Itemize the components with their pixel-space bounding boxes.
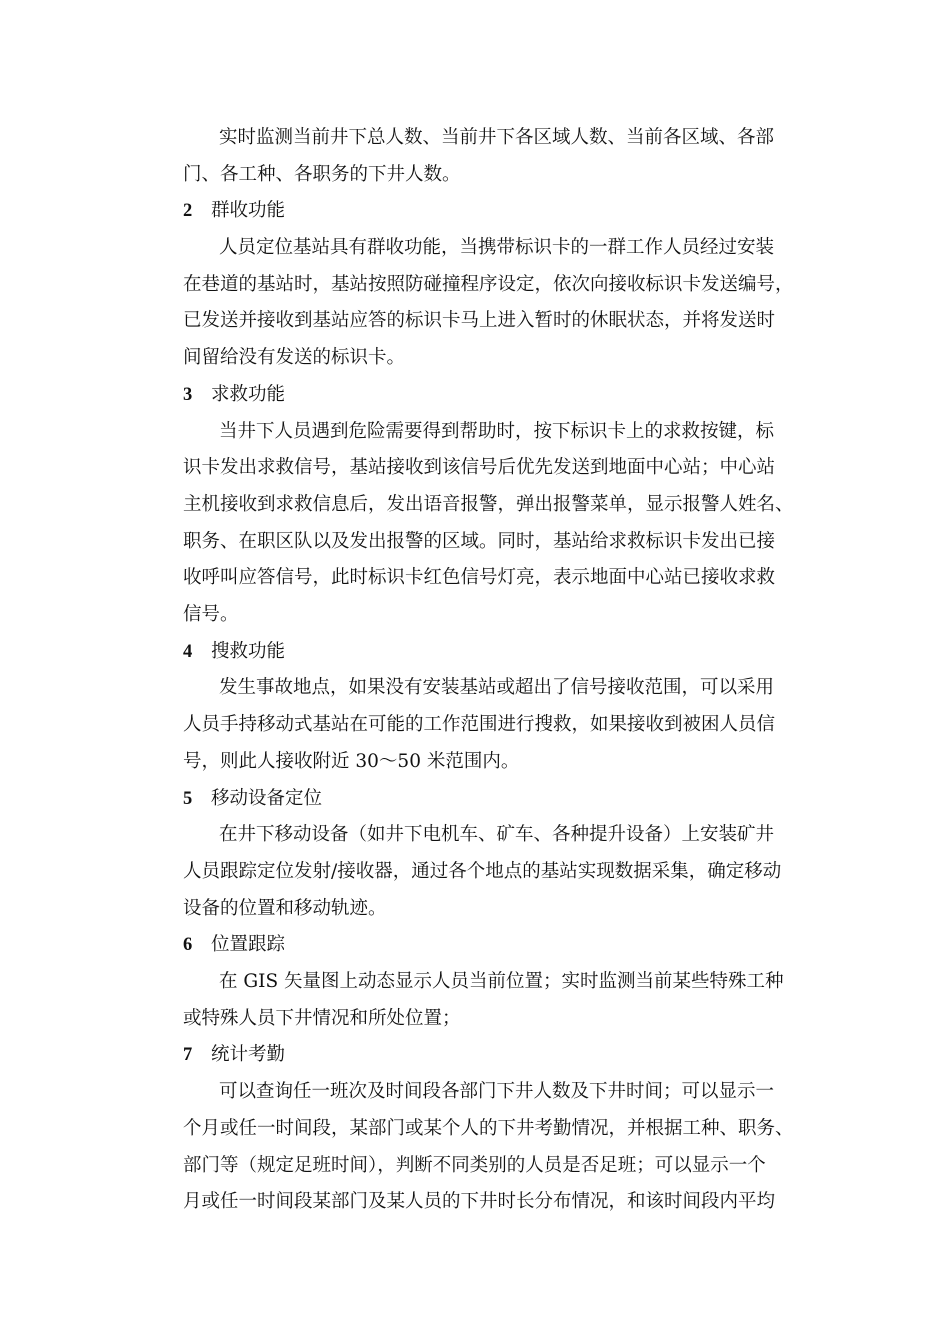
paragraph-line: 收呼叫应答信号，此时标识卡红色信号灯亮，表示地面中心站已接收求救 <box>183 567 776 588</box>
section-heading <box>183 784 322 814</box>
section-number: 2 <box>183 201 193 221</box>
paragraph-line: 设备的位置和移动轨迹。 <box>183 898 387 919</box>
paragraph-line: 在井下移动设备（如井下电机车、矿车、各种提升设备）上安装矿井 <box>219 824 775 845</box>
paragraph-line: 主机接收到求救信息后，发出语音报警，弹出报警菜单，显示报警人姓名、 <box>183 494 794 515</box>
section-title: 群收功能 <box>211 200 286 221</box>
section-number: 5 <box>183 789 193 809</box>
paragraph-line: 实时监测当前井下总人数、当前井下各区域人数、当前各区域、各部 <box>219 127 775 148</box>
paragraph-line: 职务、在职区队以及发出报警的区域。同时，基站给求救标识卡发出已接 <box>183 531 776 552</box>
section-heading <box>183 196 285 226</box>
section-title: 求救功能 <box>211 384 286 405</box>
section-heading <box>183 930 285 960</box>
section-heading <box>183 380 285 410</box>
paragraph-line: 在巷道的基站时，基站按照防碰撞程序设定，依次向接收标识卡发送编号， <box>183 274 794 295</box>
section-heading <box>183 637 285 667</box>
section-title: 位置跟踪 <box>211 934 286 955</box>
paragraph-line: 号，则此人接收附近 30～50 米范围内。 <box>183 751 520 772</box>
paragraph-line: 信号。 <box>183 604 239 625</box>
section-number: 7 <box>183 1045 193 1065</box>
paragraph-line: 人员定位基站具有群收功能，当携带标识卡的一群工作人员经过安装 <box>219 237 775 258</box>
paragraph-line: 可以查询任一班次及时间段各部门下井人数及下井时间；可以显示一 <box>219 1081 775 1102</box>
paragraph-line: 门、各工种、各职务的下井人数。 <box>183 164 461 185</box>
section-title: 统计考勤 <box>211 1044 286 1065</box>
paragraph-line: 当井下人员遇到危险需要得到帮助时，按下标识卡上的求救按键，标 <box>219 421 775 442</box>
paragraph-line: 发生事故地点，如果没有安装基站或超出了信号接收范围，可以采用 <box>219 677 775 698</box>
paragraph-line: 人员跟踪定位发射/接收器，通过各个地点的基站实现数据采集，确定移动 <box>183 861 782 882</box>
section-number: 6 <box>183 935 193 955</box>
paragraph-line: 部门等（规定足班时间），判断不同类别的人员是否足班；可以显示一个 <box>183 1155 766 1176</box>
section-title: 移动设备定位 <box>211 788 323 809</box>
section-number: 4 <box>183 642 193 662</box>
paragraph-line: 或特殊人员下井情况和所处位置； <box>183 1008 461 1029</box>
section-heading <box>183 1040 285 1070</box>
paragraph-line: 识卡发出求救信号，基站接收到该信号后优先发送到地面中心站；中心站 <box>183 457 776 478</box>
paragraph-line: 在 GIS 矢量图上动态显示人员当前位置；实时监测当前某些特殊工种 <box>219 971 784 992</box>
paragraph-line: 人员手持移动式基站在可能的工作范围进行搜救，如果接收到被困人员信 <box>183 714 776 735</box>
paragraph-line: 月或任一时间段某部门及某人员的下井时长分布情况，和该时间段内平均 <box>183 1191 776 1212</box>
section-number: 3 <box>183 385 193 405</box>
section-title: 搜救功能 <box>211 641 286 662</box>
paragraph-line: 个月或任一时间段，某部门或某个人的下井考勤情况，并根据工种、职务、 <box>183 1118 794 1139</box>
paragraph-line: 已发送并接收到基站应答的标识卡马上进入暂时的休眠状态，并将发送时 <box>183 310 776 331</box>
paragraph-line: 间留给没有发送的标识卡。 <box>183 347 406 368</box>
